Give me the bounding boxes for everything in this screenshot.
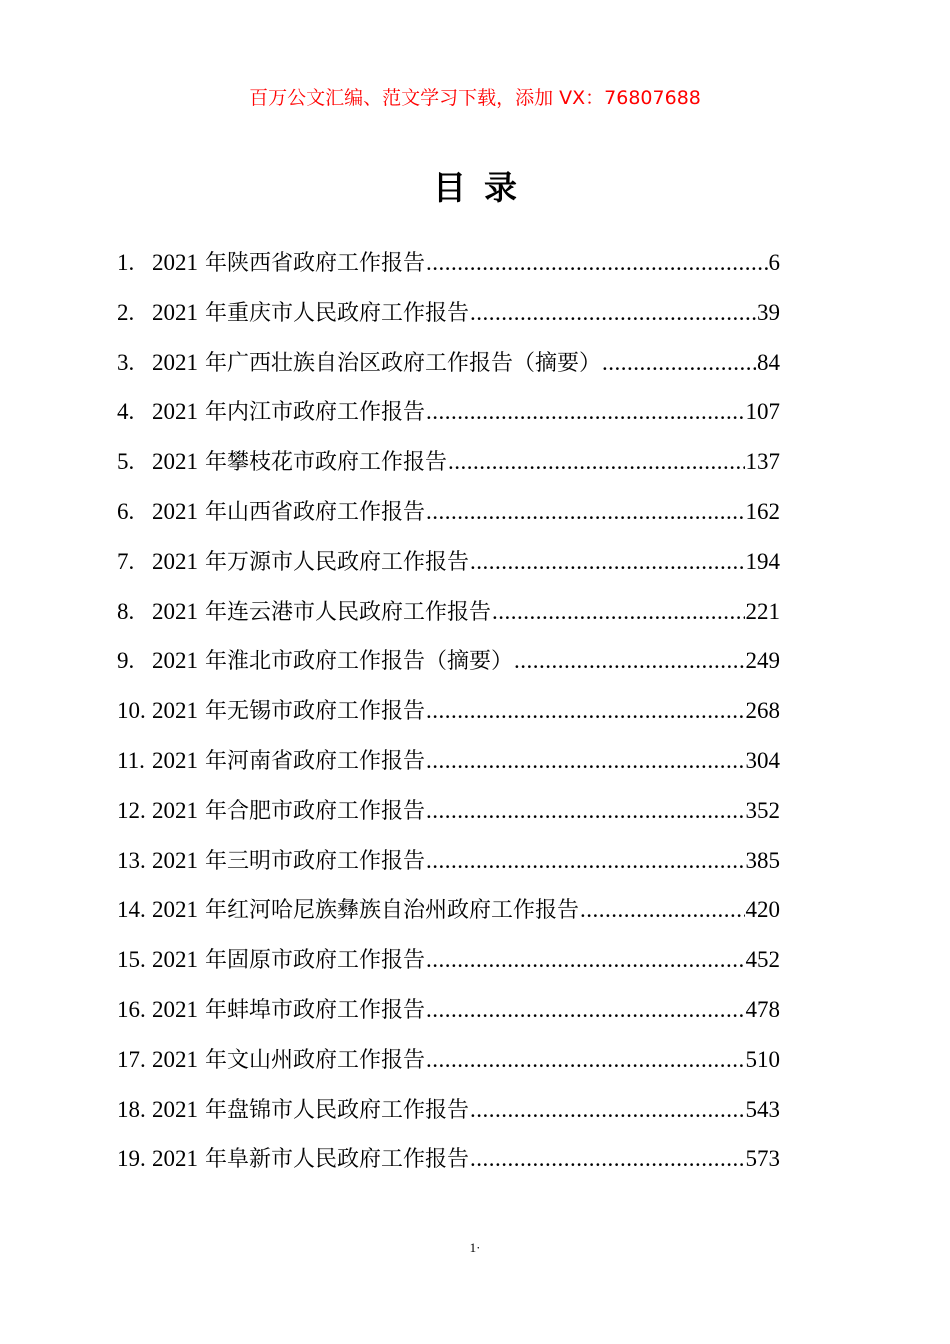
- toc-entry[interactable]: [117, 691, 780, 741]
- toc-entry-text: 年内江市政府工作报告: [205, 400, 426, 426]
- toc-entry-year: 2021: [152, 548, 198, 574]
- toc-entry-text: 年重庆市人民政府工作报告: [205, 300, 470, 326]
- dot-leader: [426, 1040, 744, 1080]
- toc-entry-year: 2021: [152, 349, 198, 375]
- toc-entry[interactable]: [117, 592, 780, 642]
- toc-entry-title: [152, 293, 469, 334]
- toc-entry-title: [152, 641, 513, 682]
- toc-entry[interactable]: [117, 392, 780, 442]
- toc-entry[interactable]: [117, 741, 780, 791]
- toc-entry-text: 年山西省政府工作报告: [205, 499, 426, 525]
- toc-entry-text: 年淮北市政府工作报告（摘要）: [205, 649, 514, 675]
- toc-entry[interactable]: [117, 293, 780, 343]
- toc-entry-text: 年万源市人民政府工作报告: [205, 549, 470, 575]
- toc-entry-number: 7.: [117, 548, 135, 574]
- toc-entry-title: [152, 1139, 469, 1180]
- dot-leader: [470, 1139, 744, 1179]
- toc-entry-text: 年广西壮族自治区政府工作报告（摘要）: [205, 350, 602, 376]
- toc-entry-text: 年陕西省政府工作报告: [205, 251, 426, 276]
- toc-entry-year: 2021: [152, 299, 198, 325]
- toc-entry-page: 194: [745, 548, 780, 574]
- toc-entry-page: 268: [745, 698, 780, 724]
- toc-entry-number: 5.: [117, 449, 135, 475]
- toc-entry-text: 年无锡市政府工作报告: [205, 699, 426, 725]
- toc-entry-page: 543: [745, 1096, 780, 1122]
- toc-entry-text: 年连云港市人民政府工作报告: [205, 599, 492, 625]
- toc-entry-text: 年盘锦市人民政府工作报告: [205, 1097, 470, 1123]
- toc-entry-number: 8.: [117, 598, 135, 624]
- toc-entry-title: [152, 442, 447, 483]
- toc-entry-text: 年红河哈尼族彝族自治州政府工作报告: [205, 898, 580, 924]
- toc-entry-number: 6.: [117, 498, 135, 524]
- toc-entry-text: 年攀枝花市政府工作报告: [205, 450, 448, 476]
- dot-leader: [470, 542, 744, 582]
- toc-entry-year: 2021: [152, 648, 198, 674]
- toc-entry-year: 2021: [152, 947, 198, 973]
- toc-entry[interactable]: [117, 791, 780, 841]
- toc-entry-page: 6: [768, 250, 780, 275]
- toc-entry-page: 478: [745, 996, 780, 1022]
- dot-leader: [492, 592, 744, 632]
- toc-entry-page: 249: [745, 648, 780, 674]
- toc-entry-title: [152, 691, 425, 732]
- toc-entry[interactable]: [117, 542, 780, 592]
- toc-entry-number: 15.: [117, 947, 146, 973]
- dot-leader: [426, 791, 744, 831]
- toc-entry-year: 2021: [152, 1096, 198, 1122]
- dot-leader: [580, 890, 744, 930]
- toc-entry-number: 9.: [117, 648, 135, 674]
- toc-entry-page: 39: [757, 299, 780, 325]
- toc-entry-number: 12.: [117, 797, 146, 823]
- toc-entry-title: [152, 1090, 469, 1131]
- toc-entry-page: 162: [745, 498, 780, 524]
- dot-leader: [426, 492, 744, 532]
- toc-entry-title: [152, 392, 425, 433]
- toc-entry-number: 16.: [117, 996, 146, 1022]
- toc-entry-number: 18.: [117, 1096, 146, 1122]
- toc-entry-text: 年合肥市政府工作报告: [205, 798, 426, 824]
- toc-entry-number: 17.: [117, 1046, 146, 1072]
- toc-entry-page: 107: [745, 399, 780, 425]
- toc-entry[interactable]: [117, 243, 780, 293]
- toc-entry-page: 385: [745, 847, 780, 873]
- toc-entry[interactable]: [117, 1139, 780, 1189]
- toc-entry-title: [152, 243, 425, 284]
- toc-entry-title: [152, 492, 425, 533]
- dot-leader: [426, 741, 744, 781]
- toc-entry-title: [152, 841, 425, 882]
- dot-leader: [514, 641, 744, 681]
- toc-entry-title: [152, 741, 425, 782]
- dot-leader: [426, 940, 744, 980]
- toc-entry-number: 13.: [117, 847, 146, 873]
- dot-leader: [470, 1090, 744, 1130]
- toc-entry-year: 2021: [152, 747, 198, 773]
- toc-entry[interactable]: [117, 890, 780, 940]
- toc-entry-year: 2021: [152, 250, 198, 275]
- toc-entry-number: 1.: [117, 250, 135, 275]
- toc-entry-year: 2021: [152, 449, 198, 475]
- toc-entry-text: 年蚌埠市政府工作报告: [205, 997, 426, 1023]
- toc-entry-title: [152, 890, 579, 931]
- toc-entry[interactable]: [117, 641, 780, 691]
- toc-entry-title: [152, 940, 425, 981]
- toc-entry-title: [152, 542, 469, 583]
- toc-entry-number: 2.: [117, 299, 135, 325]
- table-of-contents: [117, 243, 780, 1189]
- toc-entry[interactable]: [117, 990, 780, 1040]
- toc-entry-text: 年阜新市人民政府工作报告: [205, 1147, 470, 1173]
- dot-leader: [448, 442, 744, 482]
- dot-leader: [426, 990, 744, 1030]
- toc-entry-year: 2021: [152, 498, 198, 524]
- toc-entry-title: [152, 990, 425, 1031]
- toc-entry[interactable]: [117, 343, 780, 393]
- toc-entry-year: 2021: [152, 698, 198, 724]
- toc-entry-page: 137: [745, 449, 780, 475]
- toc-entry-page: 352: [745, 797, 780, 823]
- toc-entry[interactable]: [117, 940, 780, 990]
- toc-entry[interactable]: [117, 1090, 780, 1140]
- toc-entry-year: 2021: [152, 797, 198, 823]
- toc-entry-year: 2021: [152, 1146, 198, 1172]
- toc-entry[interactable]: [117, 1040, 780, 1090]
- toc-entry-page: 573: [745, 1146, 780, 1172]
- toc-entry-text: 年固原市政府工作报告: [205, 948, 426, 974]
- toc-entry-year: 2021: [152, 598, 198, 624]
- toc-title: 目录: [433, 168, 535, 207]
- dot-leader: [426, 691, 744, 731]
- toc-entry[interactable]: [117, 492, 780, 542]
- dot-leader: [426, 243, 767, 283]
- toc-entry-page: 452: [745, 947, 780, 973]
- dot-leader: [602, 343, 756, 383]
- toc-entry-number: 19.: [117, 1146, 146, 1172]
- dot-leader: [426, 392, 744, 432]
- toc-entry-text: 年三明市政府工作报告: [205, 848, 426, 874]
- toc-entry-title: [152, 791, 425, 832]
- toc-entry-text: 年文山州政府工作报告: [205, 1047, 426, 1073]
- toc-entry-text: 年河南省政府工作报告: [205, 748, 426, 774]
- toc-entry[interactable]: [117, 442, 780, 492]
- toc-entry-title: [152, 1040, 425, 1081]
- page-number: 1·: [469, 1240, 481, 1255]
- toc-entry-title: [152, 592, 491, 633]
- dot-leader: [426, 841, 744, 881]
- toc-entry[interactable]: [117, 841, 780, 891]
- toc-entry-number: 4.: [117, 399, 135, 425]
- toc-entry-page: 510: [745, 1046, 780, 1072]
- header-note: 百万公文汇编、范文学习下载，添加 VX：76807688: [249, 87, 701, 109]
- toc-entry-title: [152, 343, 601, 384]
- toc-entry-year: 2021: [152, 1046, 198, 1072]
- toc-entry-number: 3.: [117, 349, 135, 375]
- toc-entry-year: 2021: [152, 399, 198, 425]
- toc-entry-number: 14.: [117, 897, 146, 923]
- toc-entry-page: 420: [745, 897, 780, 923]
- dot-leader: [470, 293, 756, 333]
- toc-entry-year: 2021: [152, 996, 198, 1022]
- toc-entry-number: 10.: [117, 698, 146, 724]
- toc-entry-page: 221: [745, 598, 780, 624]
- toc-entry-page: 304: [745, 747, 780, 773]
- toc-entry-page: 84: [757, 349, 780, 375]
- toc-entry-year: 2021: [152, 897, 198, 923]
- toc-entry-number: 11.: [117, 747, 145, 773]
- toc-entry-year: 2021: [152, 847, 198, 873]
